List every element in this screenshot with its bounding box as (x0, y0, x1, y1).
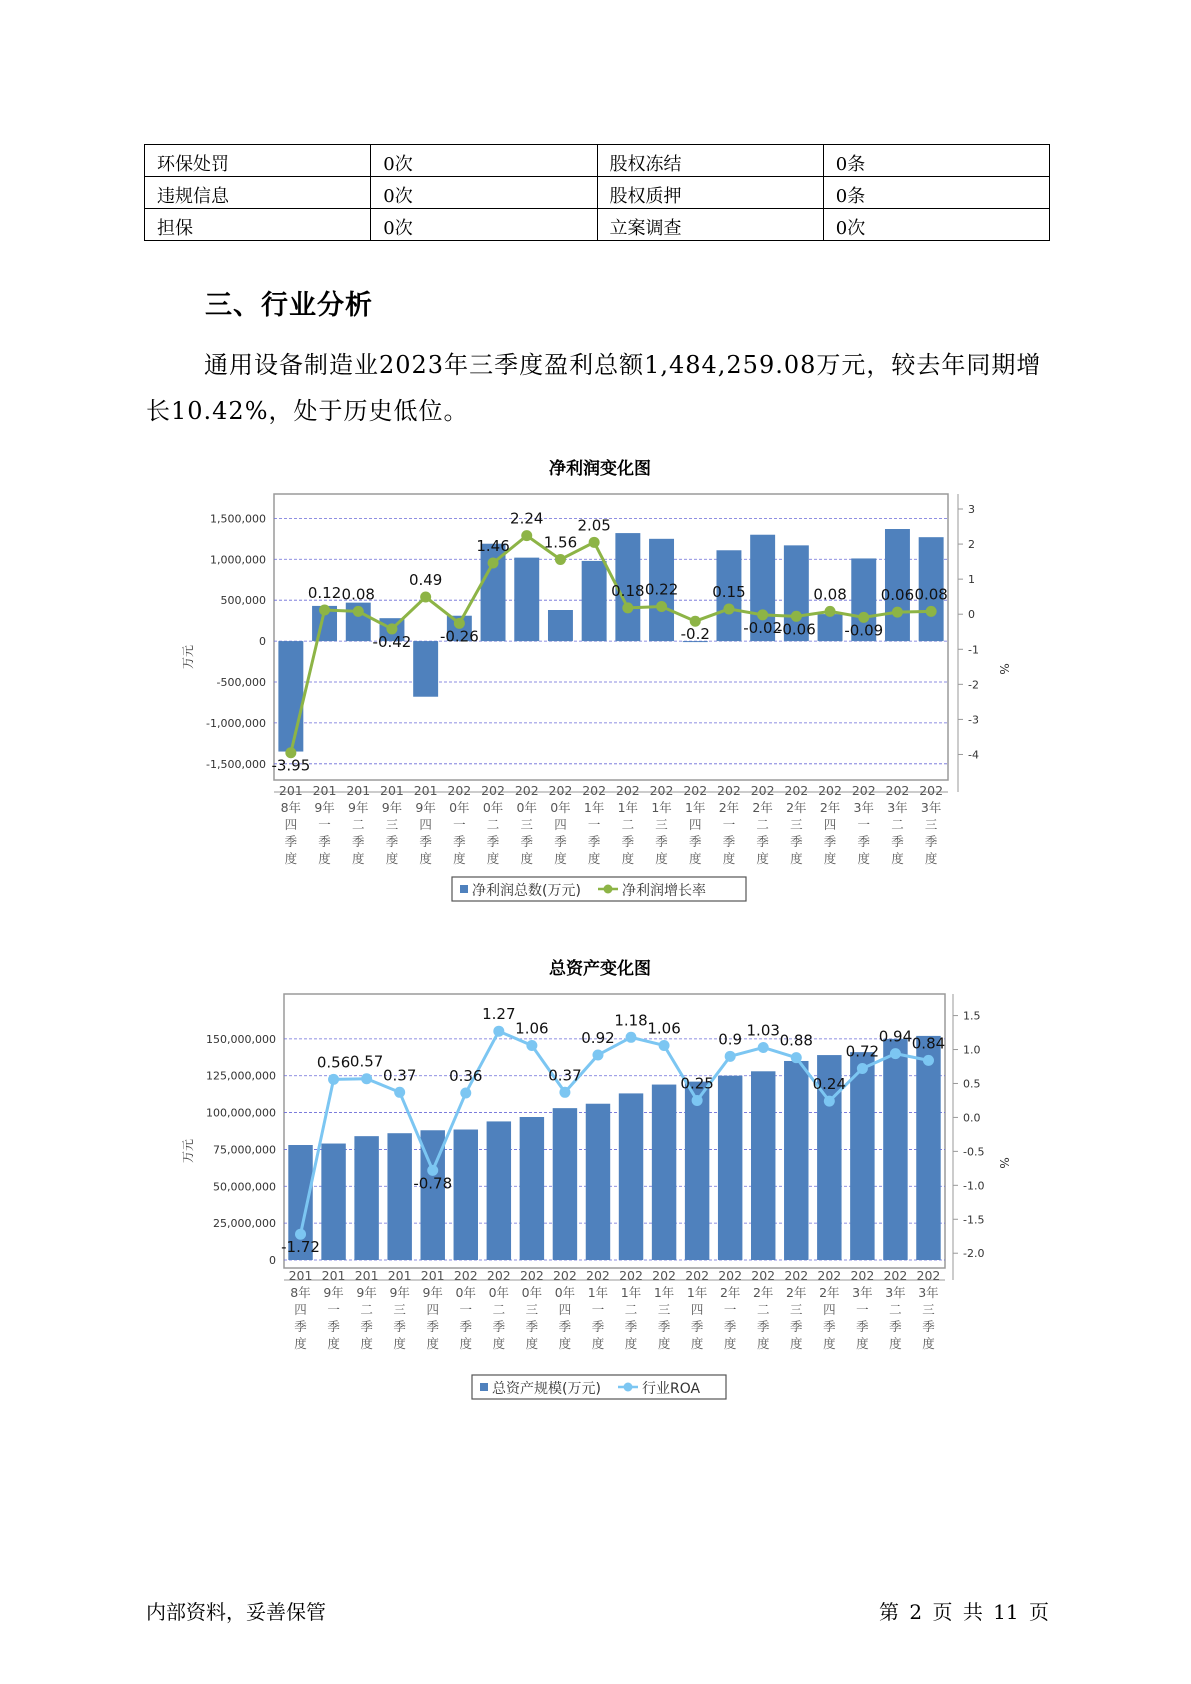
x-tick-label: 201 9年二季度 (346, 783, 371, 866)
line-point (361, 1073, 372, 1084)
x-tick-label: 202 0年三季度 (514, 783, 539, 866)
x-tick-label: 202 1年二季度 (615, 783, 640, 866)
bar (916, 1036, 940, 1260)
y2-tick-label: 1.0 (963, 1043, 981, 1057)
data-label: 0.18 (611, 581, 645, 600)
x-tick-label: 202 0年一季度 (453, 1268, 478, 1351)
analysis-paragraph: 通用设备制造业2023年三季度盈利总额1,484,259.08万元，较去年同期增长10.42%，处于历史低位。 (146, 351, 1042, 425)
y2-tick-label: 2 (968, 538, 975, 552)
x-tick-label: 201 9年四季度 (413, 783, 438, 866)
line-point (559, 1087, 570, 1098)
bar (354, 1136, 378, 1260)
line-point (725, 1051, 736, 1062)
table-label-cell: 担保 (145, 209, 371, 241)
total-assets-chart (0, 955, 1191, 1410)
y2-tick-label: 0 (968, 608, 975, 622)
data-label: 1.56 (543, 533, 578, 552)
bar (685, 1082, 709, 1260)
bar (883, 1039, 907, 1260)
table-value-cell: 0次 (371, 177, 597, 209)
line-point (328, 1074, 339, 1085)
table-value-cell: 0次 (371, 145, 597, 177)
legend-bar-swatch (480, 1383, 488, 1391)
y2-tick-label: -4 (968, 748, 979, 762)
x-tick-label: 202 0年二季度 (486, 1268, 511, 1351)
legend (452, 877, 746, 901)
data-label: -0.2 (680, 625, 710, 644)
x-tick-label: 201 8年四季度 (288, 1268, 313, 1351)
y2-tick-label: -1.0 (963, 1179, 985, 1193)
table-label-cell: 立案调查 (597, 209, 823, 241)
legend-line-label: 行业ROA (642, 1381, 701, 1397)
legend-line-label: 净利润增长率 (622, 883, 706, 899)
bar (278, 641, 303, 751)
bar (454, 1130, 478, 1260)
line-point (825, 606, 836, 617)
x-tick-label: 201 9年四季度 (420, 1268, 445, 1351)
x-tick-label: 202 2年三季度 (784, 1268, 809, 1351)
line-point (526, 1040, 537, 1051)
data-label: 0.56 (316, 1053, 351, 1072)
table-label-cell: 股权质押 (597, 177, 823, 209)
line-point (791, 1052, 802, 1063)
legend-line-marker (624, 1383, 633, 1392)
legend (472, 1375, 726, 1399)
data-label: -0.42 (372, 632, 412, 651)
data-label: 0.08 (914, 585, 948, 604)
x-tick-label: 202 1年三季度 (649, 783, 674, 866)
bar (321, 1144, 345, 1260)
bar (553, 1108, 577, 1260)
bar (718, 1076, 742, 1260)
data-label: 0.57 (349, 1052, 384, 1071)
legend-line-marker (604, 885, 613, 894)
table-value-cell: 0条 (823, 177, 1049, 209)
x-tick-label: 202 3年一季度 (850, 1268, 875, 1351)
x-tick-label: 201 9年二季度 (354, 1268, 379, 1351)
table-row (145, 145, 1050, 177)
y-tick-label: 150,000,000 (206, 1032, 276, 1046)
x-tick-label: 202 1年一季度 (586, 1268, 610, 1351)
data-label: 0.94 (878, 1027, 913, 1046)
data-label: 0.08 (813, 585, 847, 604)
line-point (319, 605, 330, 616)
x-tick-label: 202 0年四季度 (552, 1268, 577, 1351)
legend-bar-label: 总资产规模(万元) (492, 1381, 601, 1397)
y-tick-label: -1,000,000 (206, 716, 266, 730)
bar (520, 1117, 544, 1260)
x-tick-label: 202 3年二季度 (883, 1268, 908, 1351)
data-label: -3.95 (271, 756, 311, 775)
data-label: -1.72 (281, 1238, 320, 1257)
footer-page-number: 第 2 页 共 11 页 (879, 1600, 1049, 1624)
x-tick-label: 202 3年一季度 (851, 783, 876, 866)
y-tick-label: 0 (269, 1254, 276, 1267)
y-tick-label: 75,000,000 (213, 1143, 276, 1157)
data-label: 1.46 (476, 537, 510, 556)
line-point (892, 607, 903, 618)
risk-info-table (144, 144, 1050, 241)
y-axis-label: 万元 (181, 1138, 195, 1164)
data-label: 1.06 (515, 1019, 549, 1038)
x-tick-label: 201 8年四季度 (278, 783, 303, 866)
y2-tick-label: 3 (968, 503, 975, 517)
x-tick-label: 202 0年四季度 (548, 783, 573, 866)
line-point (521, 530, 532, 541)
x-tick-label: 202 2年四季度 (818, 783, 842, 866)
y2-tick-label: 0.5 (963, 1077, 981, 1091)
legend-bar-swatch (460, 885, 468, 893)
y-tick-label: 100,000,000 (206, 1106, 276, 1120)
x-tick-label: 202 0年三季度 (519, 1268, 544, 1351)
data-label: 0.12 (307, 584, 342, 602)
y2-tick-label: -3 (968, 713, 979, 727)
x-tick-label: 202 1年三季度 (652, 1268, 677, 1351)
line-point (656, 601, 667, 612)
table-row (145, 177, 1050, 209)
x-tick-label: 202 1年四季度 (683, 783, 708, 866)
bar (586, 1104, 610, 1260)
line-point (926, 606, 937, 617)
data-label: 0.36 (449, 1066, 483, 1085)
data-label: -0.06 (776, 620, 816, 639)
y-tick-label: 1,500,000 (210, 512, 266, 526)
data-label: -0.09 (844, 621, 884, 640)
line-point (589, 537, 600, 548)
bar (850, 1052, 874, 1260)
line-point (923, 1055, 934, 1066)
line-point (394, 1087, 405, 1098)
table-label-cell: 环保处罚 (145, 145, 371, 177)
data-label: 0.08 (341, 585, 375, 604)
data-label: 2.24 (510, 509, 544, 528)
bar (751, 1071, 775, 1260)
line-point (460, 1087, 471, 1098)
y2-axis-label: % (997, 1157, 1011, 1169)
bar (619, 1093, 643, 1260)
line-point (626, 1032, 637, 1043)
data-label: 0.88 (779, 1031, 813, 1050)
bar (818, 614, 843, 641)
y2-tick-label: -0.5 (963, 1145, 985, 1159)
line-point (723, 603, 734, 614)
y2-tick-label: -2 (968, 678, 979, 692)
x-tick-label: 201 9年一季度 (312, 783, 337, 866)
bar (413, 641, 438, 697)
table-label-cell: 股权冻结 (597, 145, 823, 177)
data-label: 0.15 (712, 582, 746, 601)
line-point (824, 1096, 835, 1107)
y-tick-label: 125,000,000 (206, 1069, 276, 1083)
bar (652, 1085, 676, 1260)
table-label-cell: 违规信息 (145, 177, 371, 209)
x-tick-label: 202 3年三季度 (916, 1268, 941, 1351)
x-tick-label: 201 9年三季度 (387, 1268, 412, 1351)
data-label: -0.26 (439, 627, 479, 646)
table-value-cell: 0次 (823, 209, 1049, 241)
data-label: 0.37 (382, 1066, 417, 1085)
x-tick-label: 201 9年一季度 (321, 1268, 346, 1351)
line-point (420, 592, 431, 603)
x-tick-label: 202 0年一季度 (447, 783, 472, 866)
y2-tick-label: -1 (968, 643, 979, 657)
bar (514, 558, 539, 641)
y-tick-label: 1,000,000 (210, 553, 266, 567)
y-tick-label: -500,000 (216, 676, 266, 689)
x-tick-label: 202 2年二季度 (751, 1268, 776, 1351)
y2-tick-label: 1 (968, 573, 975, 587)
line-point (659, 1040, 670, 1051)
line-point (592, 1049, 603, 1060)
y2-tick-label: 0.0 (963, 1111, 981, 1125)
chart-title: 总资产变化图 (549, 959, 651, 979)
x-tick-label: 202 0年二季度 (481, 783, 505, 866)
y-tick-label: 0 (259, 635, 266, 649)
x-tick-label: 202 3年三季度 (919, 783, 944, 866)
table-value-cell: 0次 (371, 209, 597, 241)
line-point (493, 1026, 504, 1037)
data-label: 1.18 (614, 1011, 648, 1030)
data-label: -0.02 (743, 618, 783, 637)
bar (387, 1133, 411, 1260)
bar (582, 561, 607, 641)
legend-bar-label: 净利润总数(万元) (472, 883, 581, 899)
footer-confidential-note: 内部资料，妥善保管 (146, 1600, 326, 1624)
x-tick-label: 202 2年一季度 (718, 1268, 743, 1351)
line-point (488, 558, 499, 569)
data-label: 0.25 (680, 1074, 714, 1093)
x-tick-label: 202 2年四季度 (817, 1268, 842, 1351)
y-axis-label: 万元 (181, 644, 195, 670)
data-label: 1.03 (746, 1021, 780, 1040)
x-tick-label: 202 2年二季度 (750, 783, 775, 866)
data-label: 2.05 (577, 516, 611, 535)
y-tick-label: 50,000,000 (213, 1180, 276, 1194)
data-label: 0.24 (812, 1075, 847, 1094)
data-label: 0.92 (581, 1028, 615, 1047)
line-point (555, 554, 566, 565)
data-label: -0.78 (413, 1174, 453, 1193)
x-tick-label: 202 2年三季度 (784, 783, 809, 866)
line-point (758, 1042, 769, 1053)
y2-axis-label: % (997, 663, 1011, 675)
section-heading: 三、行业分析 (205, 290, 373, 321)
line-point (857, 1063, 868, 1074)
data-label: 1.27 (482, 1005, 516, 1024)
x-tick-label: 202 1年四季度 (685, 1268, 710, 1351)
data-label: 0.72 (845, 1042, 880, 1061)
x-tick-label: 202 1年一季度 (582, 783, 607, 866)
data-label: 0.84 (911, 1034, 946, 1053)
data-label: 0.49 (408, 571, 443, 590)
line-point (622, 602, 633, 613)
data-label: 1.06 (647, 1019, 681, 1038)
line-point (692, 1095, 703, 1106)
bar (487, 1121, 511, 1260)
data-label: 0.06 (880, 586, 915, 605)
x-tick-label: 202 1年二季度 (619, 1268, 643, 1351)
chart-title: 净利润变化图 (549, 459, 651, 479)
bar (784, 1061, 808, 1260)
line-point (353, 606, 364, 617)
y2-tick-label: -1.5 (963, 1213, 985, 1227)
y-tick-label: 25,000,000 (213, 1217, 276, 1231)
table-row (145, 209, 1050, 241)
data-label: 0.9 (718, 1030, 743, 1049)
net-profit-chart (0, 455, 1191, 910)
x-tick-label: 202 2年一季度 (717, 783, 741, 866)
y2-tick-label: -2.0 (963, 1247, 985, 1261)
data-label: 0.37 (548, 1066, 582, 1085)
x-tick-label: 202 3年二季度 (885, 783, 910, 866)
bar (548, 610, 573, 641)
data-label: 0.22 (644, 580, 679, 599)
x-tick-label: 201 9年三季度 (380, 783, 404, 866)
table-value-cell: 0条 (823, 145, 1049, 177)
y2-tick-label: 1.5 (963, 1009, 981, 1023)
y-tick-label: -1,500,000 (206, 757, 266, 771)
y-tick-label: 500,000 (220, 594, 266, 608)
line-point (890, 1048, 901, 1059)
bar (885, 529, 910, 641)
